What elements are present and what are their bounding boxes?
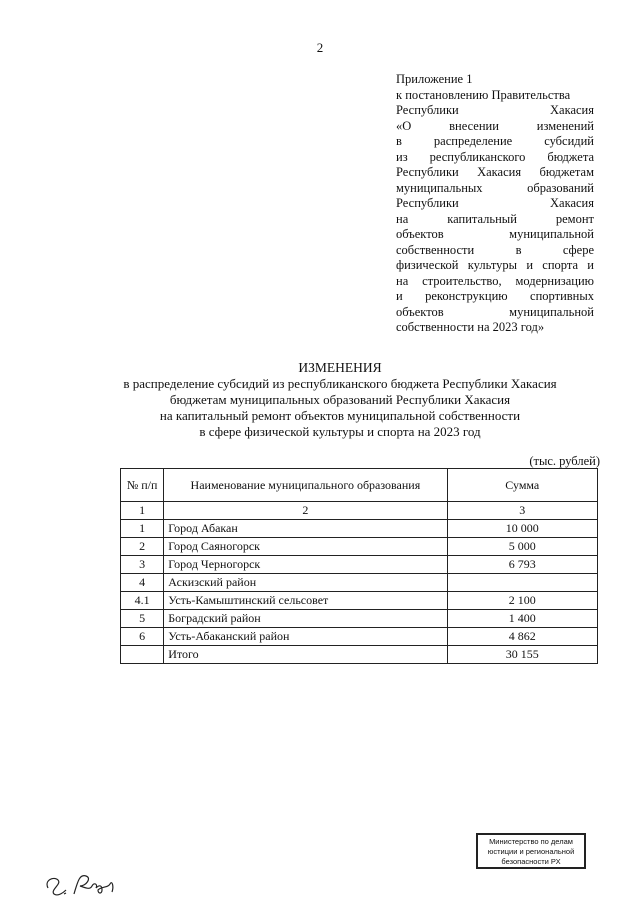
row-name: Город Черногорск [164,556,447,574]
appendix-block [396,72,594,336]
handwritten-signature [40,850,150,900]
row-name: Город Абакан [164,520,447,538]
appendix-line: и реконструкцию спортивных [396,289,594,303]
appendix-line: физической культуры и спорта и [396,258,594,272]
table-row [121,592,598,610]
table-row [121,610,598,628]
appendix-line: объектов муниципальной [396,304,594,319]
header-num: № п/п [121,469,164,502]
row-num: 6 [121,628,164,646]
row-name: Аскизский район [164,574,447,592]
row-name: Усть-Камыштинский сельсовет [164,592,447,610]
table-header-row [121,469,598,502]
table-row [121,574,598,592]
appendix-line: собственности в сфере [396,242,594,257]
appendix-line: собственности на 2023 год» [396,320,545,334]
row-name: Итого [164,646,447,664]
appendix-line: «О внесении изменений [396,118,594,133]
table-row [121,556,598,574]
appendix-line: Республики Хакасия [396,196,594,210]
col-number: 1 [121,502,164,520]
row-num: 3 [121,556,164,574]
row-name: Боградский район [164,610,447,628]
stamp-line: безопасности РХ [501,857,561,866]
appendix-line: на капитальный ремонт [396,211,594,226]
appendix-line: объектов муниципальной [396,227,594,241]
total-row [121,646,598,664]
row-sum: 30 155 [447,646,597,664]
units-label: (тыс. рублей) [529,454,600,468]
appendix-line: Приложение 1 [396,72,473,86]
col-number: 3 [447,502,597,520]
table-row [121,538,598,556]
ministry-stamp [476,833,586,869]
appendix-line: Республики Хакасия бюджетам [396,165,594,179]
col-number: 2 [164,502,447,520]
row-sum: 4 862 [447,628,597,646]
stamp-line: Министерство по делам [489,837,573,846]
row-num: 5 [121,610,164,628]
row-num: 2 [121,538,164,556]
heading-title: ИЗМЕНЕНИЯ [298,360,382,375]
row-num: 1 [121,520,164,538]
subsidy-table [120,468,598,664]
appendix-line: в распределение субсидий [396,134,594,148]
appendix-line: на строительство, модернизацию [396,273,594,288]
document-heading [80,360,600,440]
heading-line: на капитальный ремонт объектов муниципальной собственности [159,408,521,423]
row-name: Город Саяногорск [164,538,447,556]
row-sum: 2 100 [447,592,597,610]
stamp-line: юстиции и региональной [487,847,575,856]
appendix-line: Республики Хакасия [396,103,594,117]
table-row [121,520,598,538]
heading-line: в сфере физической культуры и спорта на 2023 год [199,424,481,439]
row-sum: 5 000 [447,538,597,556]
heading-line: бюджетам муниципальных образований Республики Хакасия [169,392,511,407]
row-num [121,646,164,664]
row-num: 4 [121,574,164,592]
column-numbers-row [121,502,598,520]
header-sum: Сумма [447,469,597,502]
heading-line: в распределение субсидий из республиканского бюджета Республики Хакасия [123,376,557,391]
row-name: Усть-Абаканский район [164,628,447,646]
row-sum: 6 793 [447,556,597,574]
row-num: 4.1 [121,592,164,610]
row-sum: 10 000 [447,520,597,538]
header-name: Наименование муниципального образования [164,469,447,502]
appendix-line: муниципальных образований [396,180,594,195]
row-sum [447,574,597,592]
appendix-line: к постановлению Правительства [396,87,571,102]
appendix-line: из республиканского бюджета [396,149,594,164]
page-number: 2 [316,40,324,55]
row-sum: 1 400 [447,610,597,628]
table-row [121,628,598,646]
